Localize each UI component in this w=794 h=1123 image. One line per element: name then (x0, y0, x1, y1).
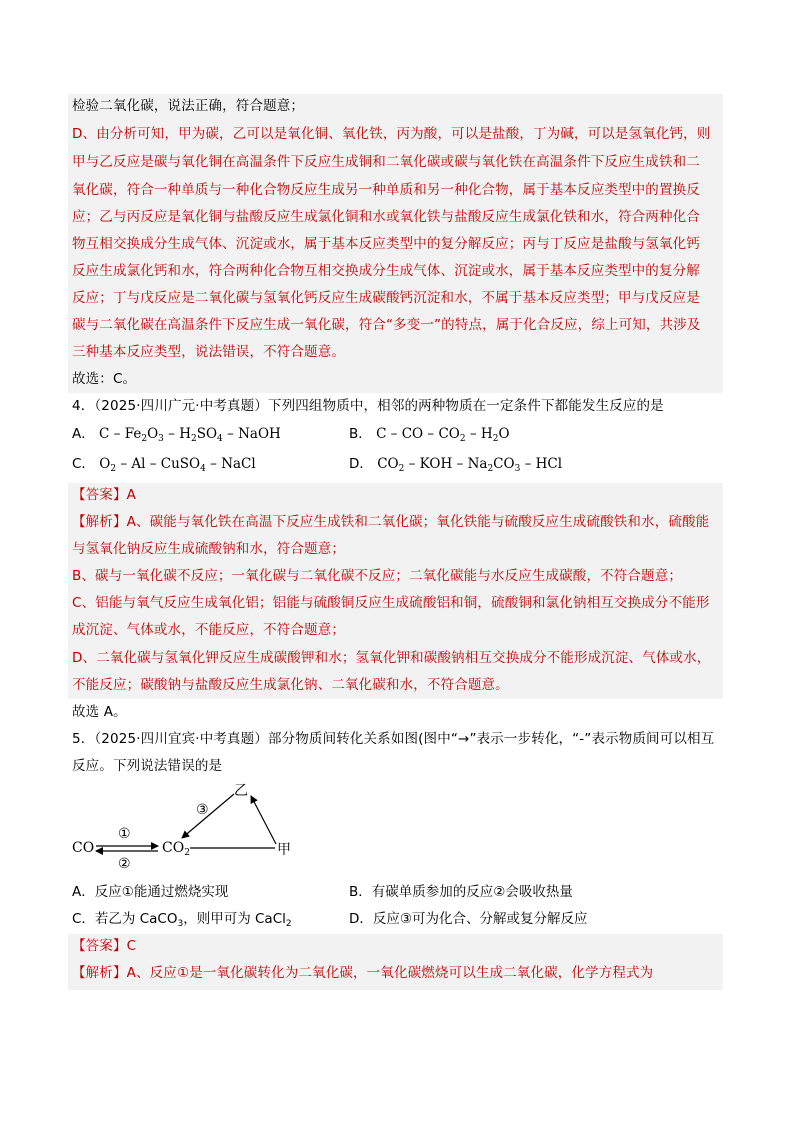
q5-option-b: B．有碳单质参加的反应②会吸收热量 (349, 884, 573, 900)
q4-analysis-line-1: 与氢氧化钠反应生成硫酸钠和水，符合题意； (72, 541, 345, 557)
q3-line-5: 物互相交换成分生成气体、沉淀或水，属于基本反应类型中的复分解反应；丙与丁反应是盐酸与氢氧化钙 (72, 236, 700, 252)
q5-option-a: A．反应①能通过燃烧实现 (72, 884, 229, 900)
analysis-tag: 【解析】 (72, 514, 127, 530)
q4-analysis-line-6: 不能反应；碳酸钠与盐酸反应生成氯化钠、二氧化碳和水，不符合题意。 (72, 677, 509, 693)
label-yi: 乙 (234, 783, 248, 799)
label-co2: $CO_2$ (162, 840, 190, 858)
label-jia: 甲 (277, 842, 291, 858)
q5-stem-2: 反应。下列说法错误的是 (72, 758, 223, 774)
q3-line-4: 应；乙与丙反应是氧化铜与盐酸反应生成氯化铜和水或氧化铁与盐酸反应生成氯化铁和水，符合两种化合 (72, 209, 700, 225)
answer-value: A (126, 487, 136, 503)
q5-stem-1: 5．（2025·四川宜宾·中考真题）部分物质间转化关系如图(图中“→”表示一步转化，“-”表示物质间可以相互 (72, 731, 715, 747)
q4-analysis-line-3: C、铝能与氧气反应生成氧化铝；铝能与硫酸铜反应生成硫酸铝和铜，硫酸铜和氯化钠相互交换成分不能形 (72, 595, 710, 611)
answer-tag: 【答案】 (72, 487, 127, 503)
conversion-diagram (70, 778, 310, 878)
q4-option-b: B． C – CO – $CO_2 - H_2O$ (349, 426, 510, 444)
q5-option-d: D．反应③可为化合、分解或复分解反应 (349, 911, 588, 927)
q3-line-8: 碳与二氧化碳在高温条件下反应生成一氧化碳，符合“多变一”的特点，属于化合反应，综上可知，共涉及 (72, 317, 701, 333)
q5-analysis-line-0: 【解析】A、反应①是一氧化碳转化为二氧化碳，一氧化碳燃烧可以生成二氧化碳，化学方程式为 (72, 965, 654, 981)
arrow-jia-to-yi (251, 796, 276, 844)
analysis-tag: 【解析】 (72, 965, 127, 981)
q4-option-c: C． $O_2$ – Al – CuSO$_4$ – NaCl (72, 456, 256, 474)
q4-option-a: A． C – $Fe_2O_3 - H_2SO_4$ – NaOH (72, 426, 281, 444)
q4-answer (72, 485, 136, 505)
q3-line-6: 反应生成氯化钙和水，符合两种化合物互相交换成分生成气体、沉淀或水，属于基本反应类型中的复分解 (72, 263, 700, 279)
q3-line-2: 甲与乙反应是碳与氧化铜在高温条件下反应生成铜和二氧化碳或碳与氧化铁在高温条件下反应生成铁和二 (72, 154, 700, 170)
diagram-arrows (70, 778, 310, 878)
q3-line-7: 反应；丁与戊反应是二氧化碳与氢氧化钙反应生成碳酸钙沉淀和水，不属于基本反应类型；甲与戊反应是 (72, 290, 700, 306)
q5-option-c: C．若乙为 CaCO$_3$，则甲可为 CaCl$_2$ (72, 911, 292, 929)
q5-answer (72, 936, 136, 956)
q4-stem: 4．（2025·四川广元·中考真题）下列四组物质中，相邻的两种物质在一定条件下都能发生反应的是 (72, 398, 664, 414)
label-reaction-3: ③ (196, 802, 209, 818)
label-reaction-1: ① (118, 826, 131, 842)
q4-analysis-line-0: 【解析】A、碳能与氧化铁在高温下反应生成铁和二氧化碳；氧化铁能与硫酸反应生成硫酸铁和水，硫酸能 (72, 514, 710, 530)
label-reaction-2: ② (118, 856, 131, 872)
answer-tag: 【答案】 (72, 938, 127, 954)
label-co: CO (72, 840, 95, 856)
q4-analysis-line-2: B、碳与一氧化碳不反应；一氧化碳与二氧化碳不反应；二氧化碳能与水反应生成碳酸，不符合题意； (72, 568, 683, 584)
q3-line-3: 氧化碳，符合一种单质与一种化合物反应生成另一种单质和另一种化合物，属于基本反应类型中的置换反 (72, 182, 700, 198)
q3-line-9: 三种基本反应类型，说法错误，不符合题意。 (72, 344, 345, 360)
q3-conclusion: 故选：C。 (72, 371, 137, 387)
answer-value: C (126, 938, 137, 954)
q3-line-1: D、由分析可知，甲为碳，乙可以是氧化铜、氧化铁，丙为酸，可以是盐酸，丁为碱，可以是氢氧化钙，则 (72, 126, 711, 142)
q4-conclusion: 故选 A。 (72, 704, 127, 720)
q4-analysis-line-4: 成沉淀、气体或水，不能反应，不符合题意； (72, 622, 345, 638)
q4-option-d: D． $CO_2$ – KOH – $Na_2CO_3$ – HCl (349, 456, 563, 474)
q4-analysis-line-5: D、二氧化碳与氢氧化钾反应生成碳酸钾和水；氢氧化钾和碳酸钠相互交换成分不能形成沉淀、气体或水， (72, 650, 711, 666)
q3-line-0: 检验二氧化碳，说法正确，符合题意； (72, 98, 305, 114)
